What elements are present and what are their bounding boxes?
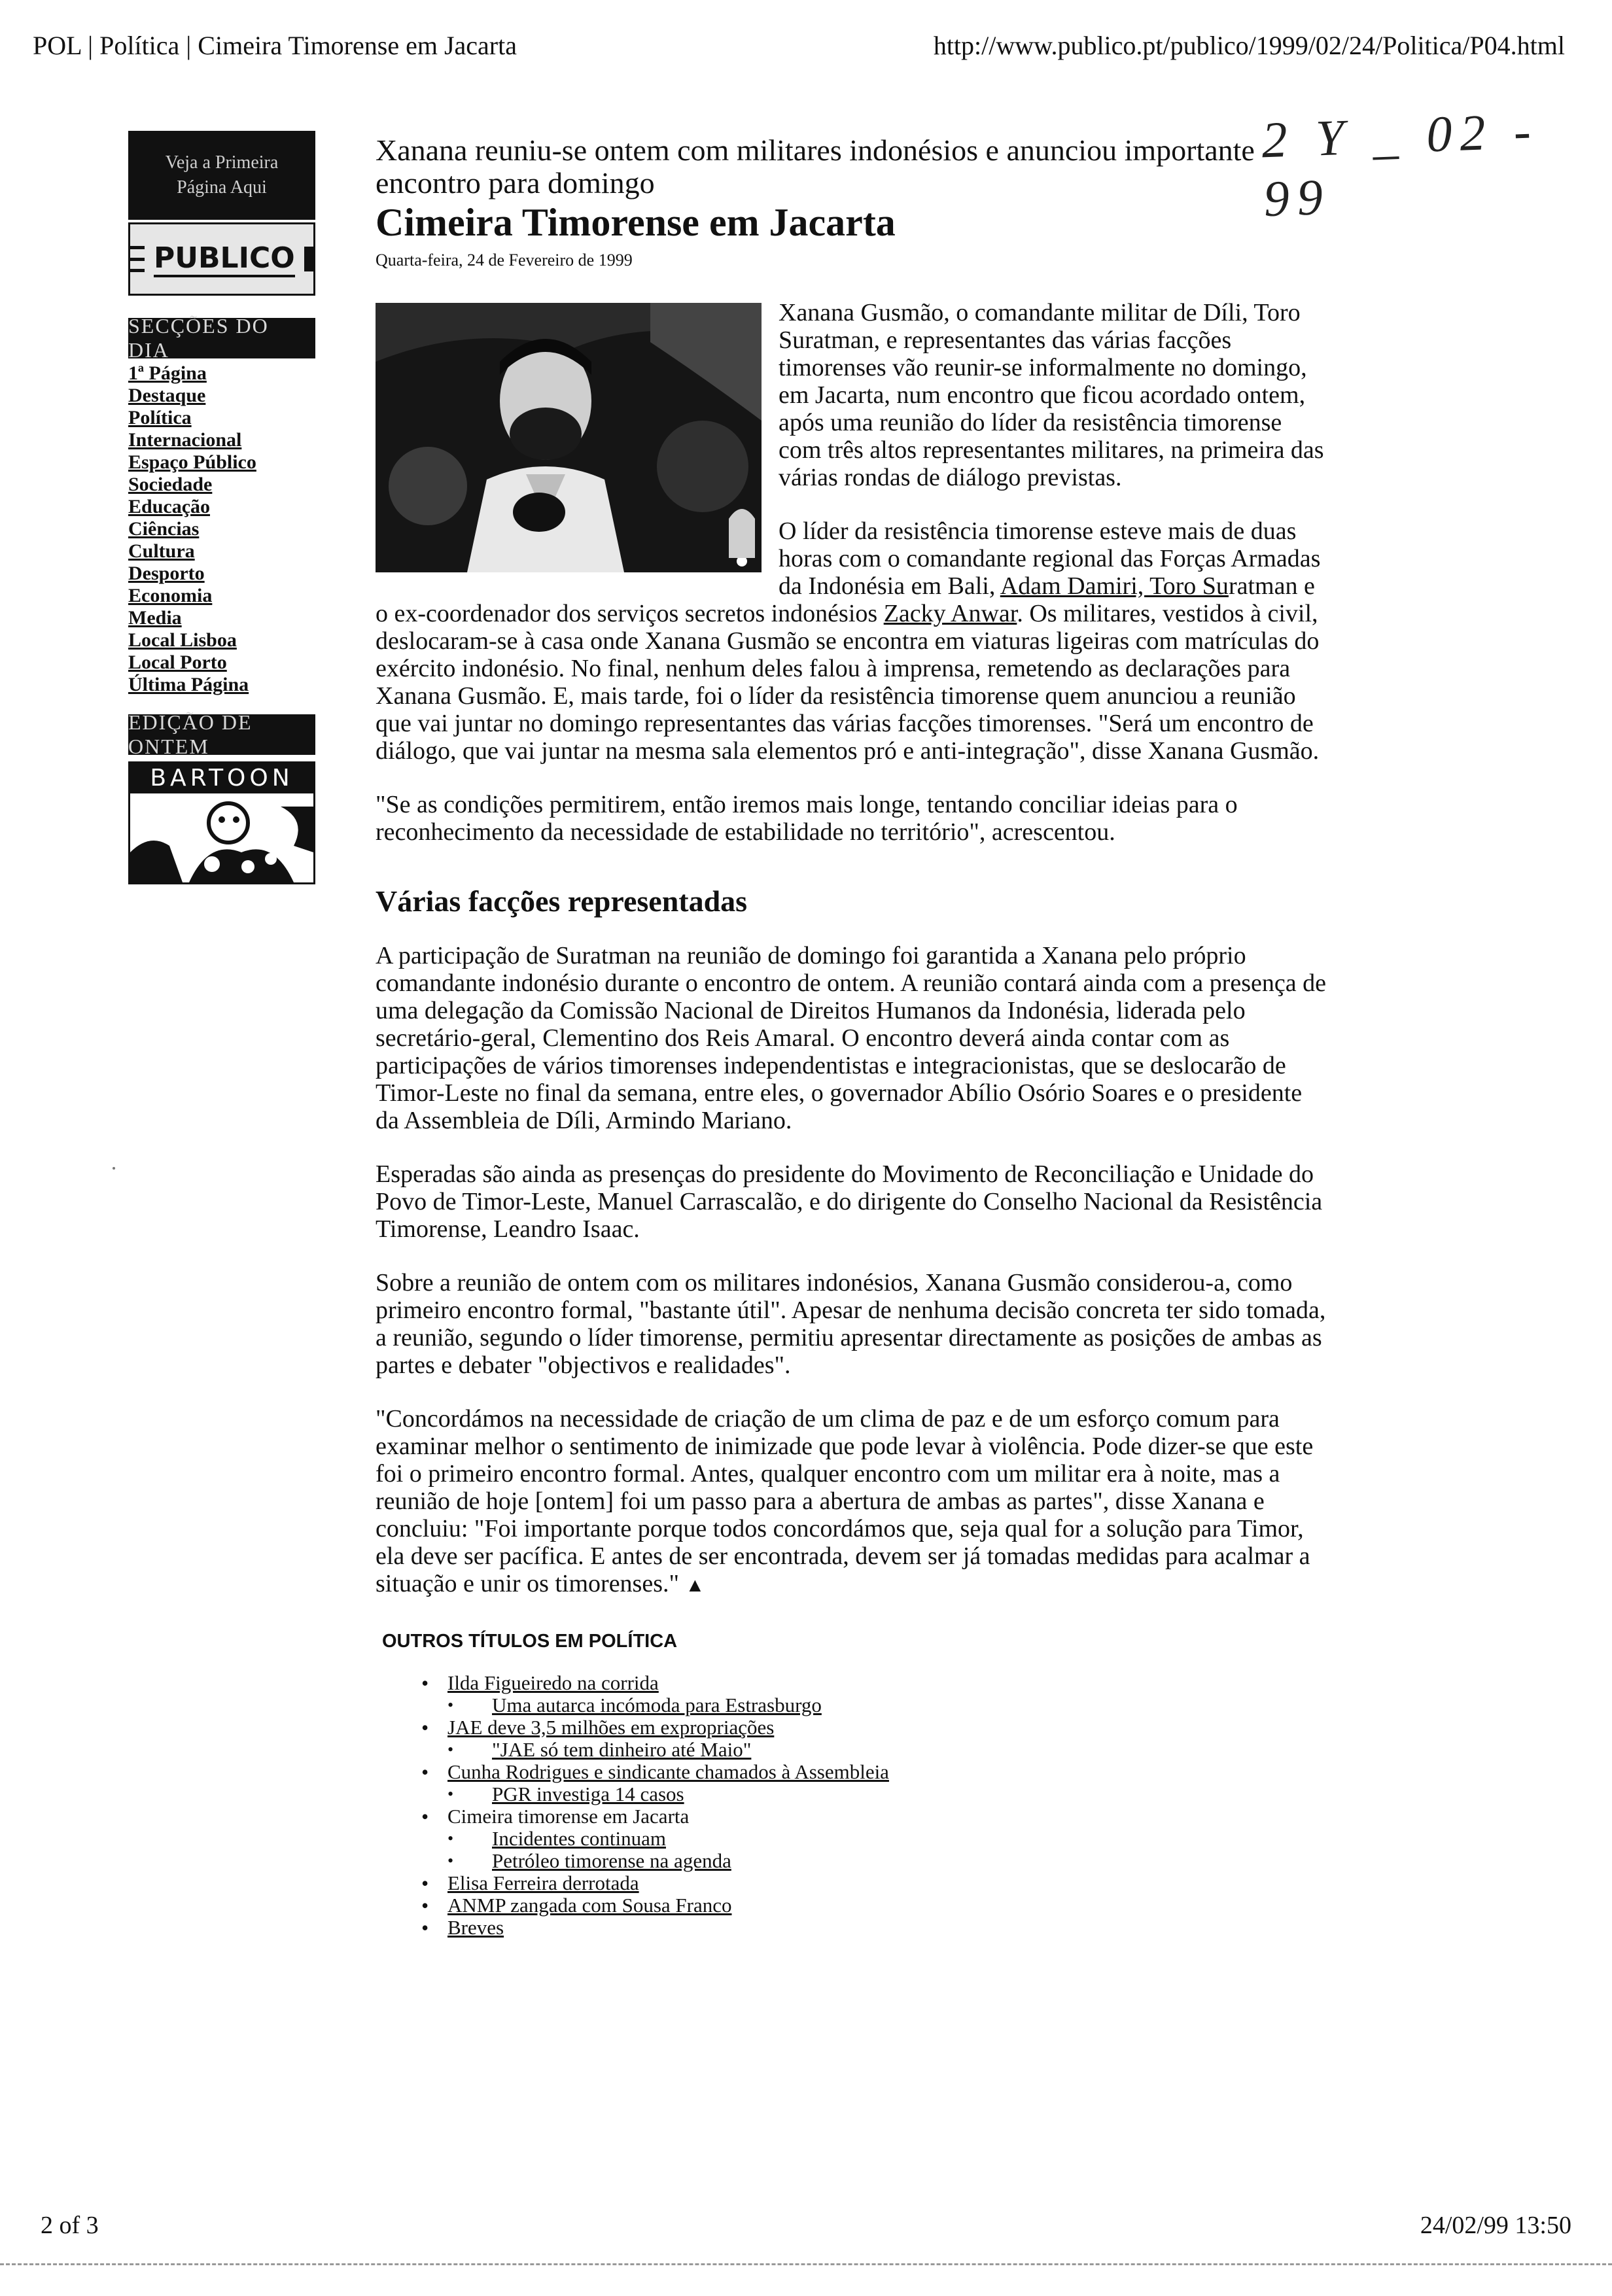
related-subitem[interactable] bbox=[421, 1850, 1331, 1872]
logo-square-icon bbox=[304, 247, 313, 271]
related-subitem[interactable] bbox=[421, 1783, 1331, 1805]
nav-link[interactable]: Espaço Público bbox=[128, 451, 256, 473]
article-subhead: Várias facções representadas bbox=[376, 884, 748, 918]
bartoon-label: BARTOON bbox=[130, 763, 313, 793]
nav-item[interactable] bbox=[128, 585, 315, 607]
article-paragraph-4: A participação de Suratman na reunião de domingo foi garantida a Xanana pelo próprio comandante indonésio durante o encontro de ontem. A reunião contará ainda com a presença de uma delegação da Comissão Nacional de Direitos Humanos da Indonésia, liderada pelo secretário-geral, Clementino dos Reis Amaral. O encontro deverá ainda contar com as participações de vários timorenses independentistas e integracionistas, que se deslocarão de Timor-Leste no final da semana, entre eles, o governador Abílio Osório Soares e o presidente da Assembleia de Díli, Armindo Mariano. bbox=[376, 942, 1326, 1134]
related-item bbox=[421, 1805, 1331, 1828]
article bbox=[376, 134, 1331, 1939]
p2-text-b: ratman e o ex-coordenador dos serviços secretos indonésios bbox=[376, 572, 1315, 627]
related-link[interactable]: Elisa Ferreira derrotada bbox=[447, 1871, 639, 1894]
nav-item[interactable] bbox=[128, 451, 315, 474]
article-paragraph-1: Xanana Gusmão, o comandante militar de Díli, Toro Suratman, e representantes das várias facções timorenses vão reunir-se informalmente no domingo, em Jacarta, num encontro que ficou acordado ontem, após uma reunião do líder da resistência timorense com três altos representantes militares, na primeira das várias rondas de diálogo previstas. bbox=[779, 299, 1324, 491]
nav-link[interactable]: Internacional bbox=[128, 429, 242, 451]
logo-text: PUBLICO bbox=[154, 241, 295, 277]
bartoon-banner[interactable] bbox=[128, 761, 315, 884]
nav-link[interactable]: Educação bbox=[128, 496, 211, 517]
article-paragraph-6: Sobre a reunião de ontem com os militares indonésios, Xanana Gusmão considerou-a, como primeiro encontro formal, "bastante útil". Apesar de nenhuma decisão concreta ter sido tomada, a reunião, segundo o líder timorense, permitiu apresentar directamente as posições de ambas as partes e debater "objectivos e realidades". bbox=[376, 1269, 1326, 1379]
related-item[interactable] bbox=[421, 1894, 1331, 1917]
nav-link[interactable]: Destaque bbox=[128, 385, 206, 406]
nav-item[interactable] bbox=[128, 563, 315, 585]
nav-link[interactable]: Ciências bbox=[128, 518, 200, 540]
nav-link[interactable]: Política bbox=[128, 407, 192, 428]
article-dateline: Quarta-feira, 24 de Fevereiro de 1999 bbox=[376, 251, 633, 270]
p2-text-c: . Os militares, vestidos à civil, deslocaram-se à casa onde Xanana Gusmão se encontra em viaturas ligeiras com matrículas do exército indonésio. No final, nenhum deles falou à imprensa, remetendo as declarações para Xanana Gusmão. E, mais tarde, foi o líder da resistência timorense quem anunciou a reunião que vai juntar no domingo representantes das várias facções timorenses. "Será um encontro de diálogo, que vai juntar na mesma sala elementos pró e anti-integração", disse Xanana Gusmão. bbox=[376, 600, 1320, 765]
nav-item[interactable] bbox=[128, 629, 315, 652]
article-paragraph-5: Esperadas são ainda as presenças do presidente do Movimento de Reconciliação e Unidade do Povo de Timor-Leste, Manuel Carrascalão, e do dirigente do Conselho Nacional da Resistência Timorense, Leandro Isaac. bbox=[376, 1160, 1323, 1243]
related-headlines bbox=[382, 1631, 1331, 1939]
nav-item[interactable] bbox=[128, 674, 315, 696]
nav-item[interactable] bbox=[128, 429, 315, 451]
related-list bbox=[382, 1672, 1331, 1939]
bartoon-cartoon-icon bbox=[130, 793, 313, 882]
article-kicker: Xanana reuniu-se ontem com militares indonésios e anunciou importante encontro para domingo bbox=[376, 133, 1255, 200]
nav-item[interactable] bbox=[128, 385, 315, 407]
yesterday-edition-button[interactable]: EDIÇÃO DE ONTEM bbox=[128, 714, 315, 755]
nav-item[interactable] bbox=[128, 496, 315, 518]
p2-underlined-names[interactable]: Adam Damiri, Toro Su bbox=[1000, 572, 1229, 600]
front-page-line1: Veja a Primeira bbox=[165, 152, 279, 173]
related-link[interactable]: "JAE só tem dinheiro até Maio" bbox=[492, 1738, 752, 1761]
handwritten-date: 2 Y _ 02 - 99 bbox=[1261, 101, 1540, 228]
related-item[interactable] bbox=[421, 1672, 1331, 1694]
related-link[interactable]: Ilda Figueiredo na corrida bbox=[447, 1671, 659, 1694]
related-link[interactable]: PGR investiga 14 casos bbox=[492, 1783, 684, 1805]
nav-link[interactable]: Local Porto bbox=[128, 652, 227, 673]
front-page-line2: Página Aqui bbox=[177, 177, 267, 198]
nav-item[interactable] bbox=[128, 540, 315, 563]
nav-link[interactable]: 1ª Página bbox=[128, 362, 207, 384]
nav-link[interactable]: Media bbox=[128, 607, 182, 629]
nav-link[interactable]: Desporto bbox=[128, 563, 205, 584]
section-nav bbox=[128, 362, 315, 696]
nav-item[interactable] bbox=[128, 474, 315, 496]
related-link[interactable]: Incidentes continuam bbox=[492, 1827, 666, 1850]
related-item[interactable] bbox=[421, 1872, 1331, 1894]
related-subitem[interactable] bbox=[421, 1694, 1331, 1716]
article-headline: Cimeira Timorense em Jacarta bbox=[376, 201, 896, 244]
nav-link[interactable]: Economia bbox=[128, 585, 213, 606]
sections-header: SECÇÕES DO DIA bbox=[128, 318, 315, 358]
scan-speck bbox=[113, 1167, 115, 1170]
related-text: Cimeira timorense em Jacarta bbox=[447, 1805, 690, 1828]
p2-text-a: O líder da resistência timorense esteve mais de duas horas com o comandante regional das Forças Armadas da Indonésia em Bali, bbox=[779, 517, 1321, 600]
sidebar bbox=[128, 131, 315, 884]
related-link[interactable]: Breves bbox=[447, 1916, 504, 1939]
related-link[interactable]: Cunha Rodrigues e sindicante chamados à Assembleia bbox=[447, 1760, 889, 1783]
bottom-rule bbox=[0, 2263, 1612, 2265]
publico-logo[interactable] bbox=[128, 222, 315, 296]
related-item[interactable] bbox=[421, 1761, 1331, 1783]
related-subitem[interactable] bbox=[421, 1739, 1331, 1761]
article-photo bbox=[376, 303, 762, 572]
nav-item[interactable] bbox=[128, 518, 315, 540]
footer-timestamp: 24/02/99 13:50 bbox=[1420, 2212, 1571, 2239]
xanana-photo-image bbox=[376, 303, 762, 572]
back-to-top-icon[interactable]: ▲ bbox=[685, 1574, 705, 1596]
nav-link[interactable]: Última Página bbox=[128, 674, 249, 695]
nav-item[interactable] bbox=[128, 607, 315, 629]
p2-underlined-name[interactable]: Zacky Anwar bbox=[883, 600, 1017, 627]
nav-link[interactable]: Sociedade bbox=[128, 474, 213, 495]
logo-lines-icon bbox=[130, 246, 145, 272]
related-link[interactable]: JAE deve 3,5 milhões em expropriações bbox=[447, 1716, 775, 1739]
article-paragraph-3: "Se as condições permitirem, então iremos mais longe, tentando conciliar ideias para o reconhecimento da necessidade de estabilidade no território", acrescentou. bbox=[376, 791, 1238, 846]
related-link[interactable]: Uma autarca incómoda para Estrasburgo bbox=[492, 1694, 822, 1716]
p7-text: "Concordámos na necessidade de criação de um clima de paz e de um esforço comum para examinar melhor o sentimento de inimizade que pode levar à violência. Pode dizer-se que este foi o primeiro encontro formal. Antes, qualquer encontro com um militar era à noite, mas a reunião de hoje [ontem] foi um passo para a abertura de ambas as partes", disse Xanana e concluiu: "Foi importante porque todos concordámos que, seja qual for a solução para Timor, ela deve ser pacífica. E antes de ser encontrada, devem ser já tomadas medidas para acalmar a situação e unir os timorenses." bbox=[376, 1405, 1314, 1597]
print-header-title: POL | Política | Cimeira Timorense em Jacarta bbox=[33, 31, 517, 60]
related-subitem[interactable] bbox=[421, 1828, 1331, 1850]
nav-link[interactable]: Cultura bbox=[128, 540, 195, 562]
front-page-banner[interactable] bbox=[128, 131, 315, 220]
print-header-url[interactable]: http://www.publico.pt/publico/1999/02/24/Politica/P04.html bbox=[933, 31, 1565, 60]
related-link[interactable]: Petróleo timorense na agenda bbox=[492, 1849, 731, 1872]
related-link[interactable]: ANMP zangada com Sousa Franco bbox=[447, 1894, 732, 1917]
nav-item[interactable] bbox=[128, 407, 315, 429]
article-paragraph-7 bbox=[376, 1405, 1331, 1599]
nav-item[interactable] bbox=[128, 362, 315, 385]
related-item[interactable] bbox=[421, 1917, 1331, 1939]
footer-page-count: 2 of 3 bbox=[41, 2212, 99, 2239]
nav-link[interactable]: Local Lisboa bbox=[128, 629, 237, 651]
related-title: OUTROS TÍTULOS EM POLÍTICA bbox=[382, 1631, 678, 1652]
nav-item[interactable] bbox=[128, 652, 315, 674]
related-item[interactable] bbox=[421, 1716, 1331, 1739]
